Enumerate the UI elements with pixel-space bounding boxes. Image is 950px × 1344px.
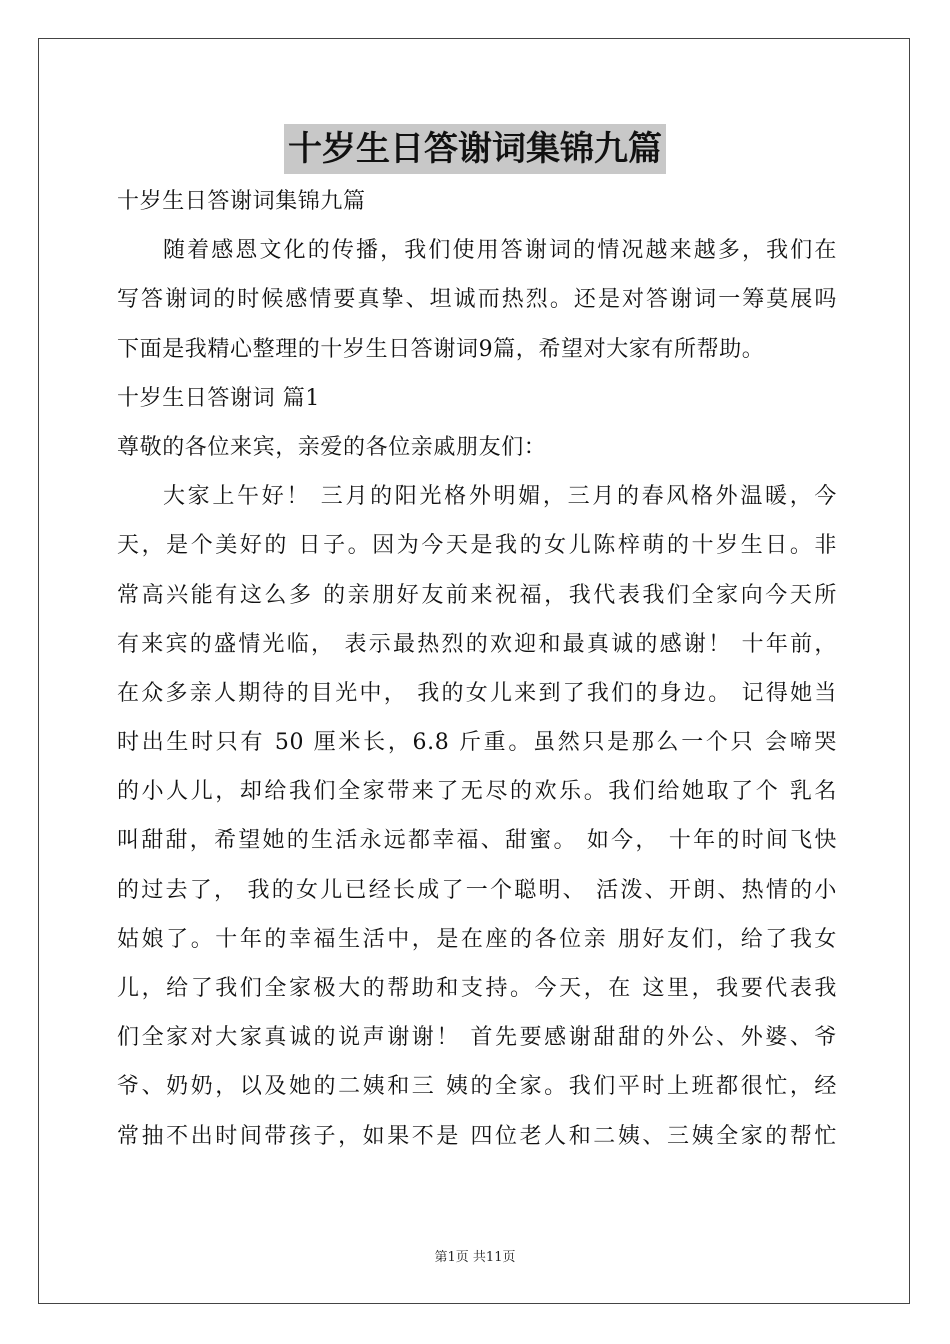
- text-line: 时出生时只有 50 厘米长，6.8 斤重。虽然只是那么一个只 会啼哭: [117, 730, 837, 756]
- text-line: 写答谢词的时候感情要真挚、坦诚而热烈。还是对答谢词一筹莫展吗: [117, 287, 837, 313]
- text-line: 爷、奶奶，以及她的二姨和三 姨的全家。我们平时上班都很忙，经: [117, 1074, 837, 1100]
- page-footer: 第1页 共11页: [434, 1250, 516, 1265]
- text-line: 随着感恩文化的传播，我们使用答谢词的情况越来越多，我们在: [163, 238, 837, 264]
- document-title: 十岁生日答谢词集锦九篇: [284, 124, 666, 174]
- text-line: 尊敬的各位来宾，亲爱的各位亲戚朋友们：: [117, 434, 547, 460]
- text-line: 叫甜甜，希望她的生活永远都幸福、甜蜜。 如今， 十年的时间飞快: [117, 828, 837, 854]
- text-line: 的小人儿，却给我们全家带来了无尽的欢乐。我们给她取了个 乳名: [117, 779, 837, 805]
- text-line: 天，是个美好的 日子。因为今天是我的女儿陈梓萌的十岁生日。非: [117, 533, 837, 559]
- text-line: 常高兴能有这么多 的亲朋好友前来祝福，我代表我们全家向今天所: [117, 582, 837, 608]
- text-line: 有来宾的盛情光临， 表示最热烈的欢迎和最真诚的感谢！ 十年前，: [117, 631, 837, 657]
- text-line: 常抽不出时间带孩子，如果不是 四位老人和二姨、三姨全家的帮忙: [117, 1123, 837, 1149]
- text-line: 的过去了， 我的女儿已经长成了一个聪明、 活泼、开朗、热情的小: [117, 877, 837, 903]
- text-line: 姑娘了。十年的幸福生活中，是在座的各位亲 朋好友们，给了我女: [117, 926, 837, 952]
- document-body: [117, 177, 837, 1161]
- text-line: 们全家对大家真诚的说声谢谢！ 首先要感谢甜甜的外公、外婆、爷: [117, 1025, 837, 1051]
- text-line: 十岁生日答谢词集锦九篇: [117, 189, 366, 214]
- text-line: 在众多亲人期待的目光中， 我的女儿来到了我们的身边。 记得她当: [117, 680, 837, 706]
- text-line: 十岁生日答谢词 篇1: [117, 385, 320, 411]
- title-wrap: [0, 124, 950, 174]
- text-line: 儿，给了我们全家极大的帮助和支持。今天，在 这里，我要代表我: [117, 976, 837, 1001]
- text-line: 下面是我精心整理的十岁生日答谢词9篇，希望对大家有所帮助。: [117, 336, 765, 362]
- text-line: 大家上午好！ 三月的阳光格外明媚，三月的春风格外温暖，今: [163, 484, 837, 510]
